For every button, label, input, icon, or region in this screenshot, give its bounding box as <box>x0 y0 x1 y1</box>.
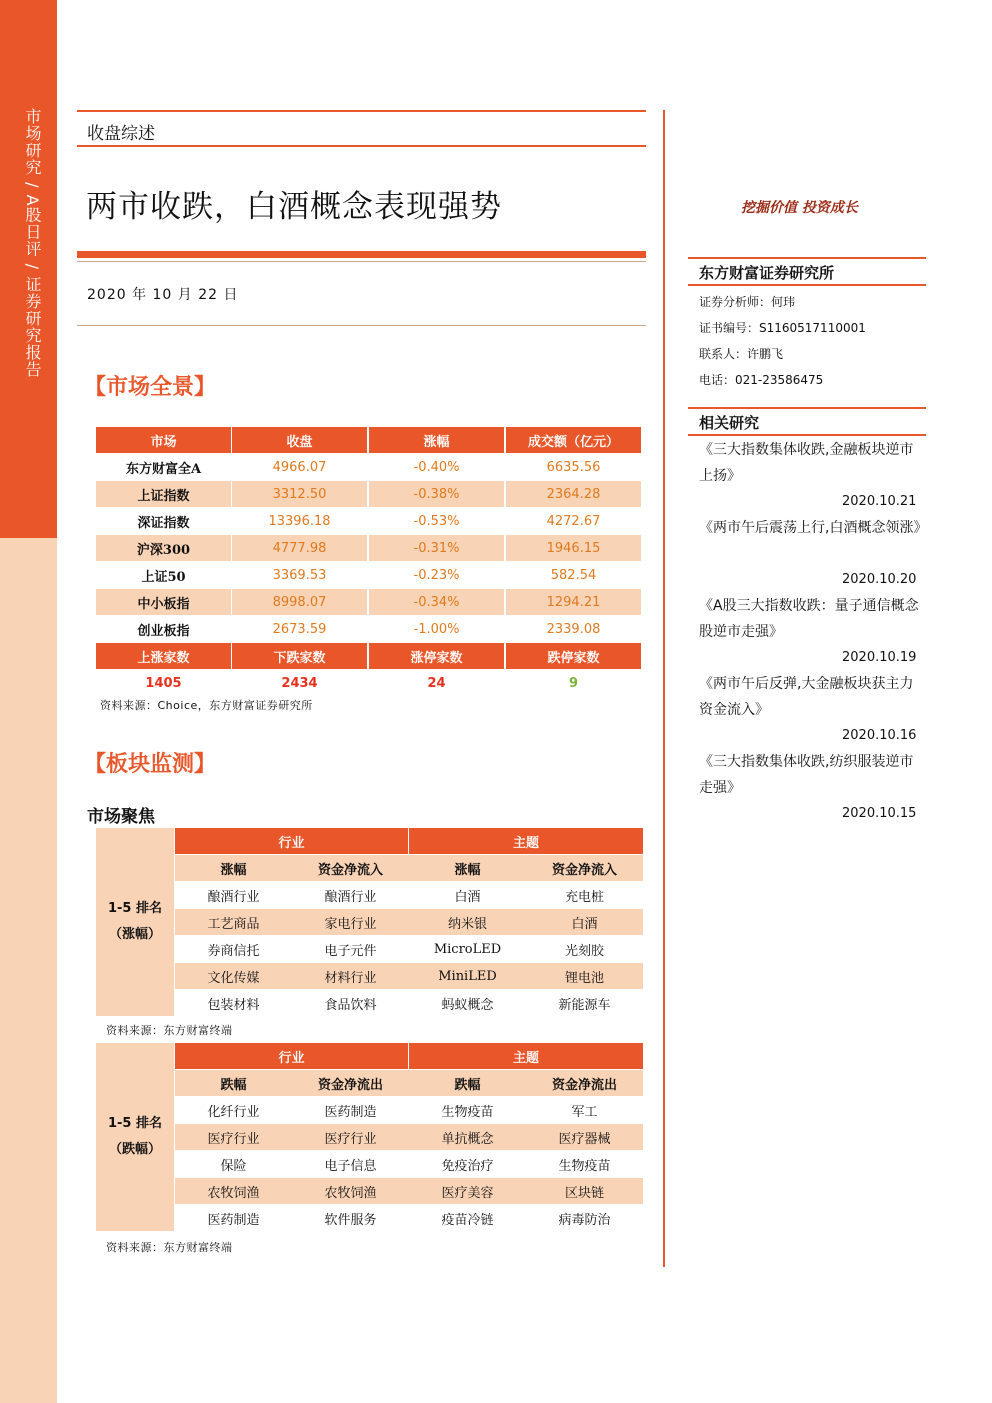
sector-cell: 材料行业 <box>292 963 409 989</box>
market-value: -0.40% <box>413 459 460 475</box>
sector-cell: 军工 <box>571 1104 598 1120</box>
related-date: 2020.10.19 <box>842 650 917 665</box>
sector-cell: 医药制造 <box>324 1104 377 1120</box>
market-value: -0.38% <box>369 481 504 507</box>
rank-sublabel: （涨幅） <box>108 927 161 942</box>
date-rule <box>77 325 646 326</box>
sector-col-header: 资金净流出 <box>526 1070 643 1096</box>
sector-cell: 白酒 <box>526 909 643 935</box>
sector-cell: 医疗器械 <box>526 1124 643 1150</box>
related-date: 2020.10.20 <box>842 572 917 587</box>
sector-col-header: 跌幅 <box>409 1070 526 1096</box>
group-header-theme: 主题 <box>409 1043 643 1069</box>
phone: 电话：021-23586475 <box>699 373 824 387</box>
sector-cell: 生物疫苗 <box>441 1104 494 1120</box>
market-value: 2339.08 <box>546 621 601 637</box>
sector-col-header: 涨幅 <box>409 855 526 881</box>
section-rule <box>77 145 646 147</box>
sector-cell: 家电行业 <box>292 909 409 935</box>
count-value: 9 <box>568 675 579 691</box>
market-value: 1294.21 <box>506 589 641 615</box>
market-col-header: 成交额（亿元） <box>506 427 641 453</box>
rank-label: 1-5 排名 <box>107 901 162 916</box>
market-name: 创业板指 <box>137 623 190 639</box>
section-label: 收盘综述 <box>87 124 155 144</box>
group-header-industry: 行业 <box>175 1043 408 1069</box>
market-value: 1946.15 <box>506 535 641 561</box>
down-source: 资料来源：东方财富终端 <box>106 1241 233 1254</box>
rank-label-box <box>96 1043 174 1231</box>
up-source: 资料来源：东方财富终端 <box>106 1024 233 1037</box>
sector-cell: 病毒防治 <box>558 1212 611 1228</box>
market-name: 上证50 <box>141 569 186 585</box>
market-value: 4272.67 <box>546 513 601 529</box>
sector-col-header: 资金净流入 <box>526 855 643 881</box>
top-rule <box>77 110 646 112</box>
sector-cell: 充电桩 <box>564 889 604 905</box>
sector-cell: 纳米银 <box>409 909 526 935</box>
market-value: 6635.56 <box>546 459 601 475</box>
sector-cell: 单抗概念 <box>409 1124 526 1150</box>
sector-cell: 酿酒行业 <box>207 889 260 905</box>
sector-cell: 农牧饲渔 <box>175 1178 292 1204</box>
sidebar-light-band <box>0 538 57 1403</box>
market-col-header: 涨幅 <box>369 427 504 453</box>
market-value: 582.54 <box>550 567 597 583</box>
sector-cell: 区块链 <box>526 1178 643 1204</box>
institution-rule-top <box>688 257 926 259</box>
market-name: 东方财富全A <box>125 461 202 477</box>
column-divider <box>663 110 665 1267</box>
page-title: 两市收跌，白酒概念表现强势 <box>86 189 502 225</box>
related-link[interactable]: 《三大指数集体收跌,纺织服装逆市走强》 <box>699 754 914 796</box>
sector-col-header: 涨幅 <box>175 855 292 881</box>
related-date: 2020.10.16 <box>842 728 917 743</box>
sector-cell: 医疗行业 <box>175 1124 292 1150</box>
market-value: -1.00% <box>413 621 460 637</box>
sector-cell: 医药制造 <box>207 1212 260 1228</box>
sector-cell: 工艺商品 <box>175 909 292 935</box>
related-link[interactable]: 《A股三大指数收跌：量子通信概念股逆市走强》 <box>699 598 919 640</box>
market-value: 2673.59 <box>272 621 327 637</box>
rank-label: 1-5 排名 <box>107 1116 162 1131</box>
market-value: 8998.07 <box>232 589 367 615</box>
report-date: 2020 年 10 月 22 日 <box>87 287 239 303</box>
count-header: 跌停家数 <box>506 643 641 669</box>
count-header: 涨停家数 <box>369 643 504 669</box>
sector-cell: 生物疫苗 <box>558 1158 611 1174</box>
sector-cell: MiniLED <box>409 963 526 989</box>
market-name: 沪深300 <box>96 535 231 561</box>
related-title: 相关研究 <box>699 414 760 432</box>
market-value: 13396.18 <box>268 513 331 529</box>
cert-number: 证书编号：S1160517110001 <box>699 321 866 335</box>
sector-cell: 白酒 <box>454 889 481 905</box>
market-name: 上证指数 <box>96 481 231 507</box>
market-value: -0.31% <box>369 535 504 561</box>
market-source: 资料来源：Choice，东方财富证券研究所 <box>100 699 313 712</box>
sector-cell: 锂电池 <box>526 963 643 989</box>
sector-cell: 电子元件 <box>324 943 377 959</box>
market-name: 中小板指 <box>96 589 231 615</box>
title-rule-thin <box>77 261 646 262</box>
group-header-theme: 主题 <box>409 828 643 854</box>
market-name: 深证指数 <box>137 515 190 531</box>
analyst: 证券分析师：何玮 <box>699 295 796 309</box>
sector-cell: 新能源车 <box>558 997 611 1013</box>
sector-heading: 【板块监测】 <box>84 751 217 777</box>
sector-col-header: 跌幅 <box>175 1070 292 1096</box>
slogan: 挖掘价值 投资成长 <box>741 200 858 216</box>
sector-cell: 农牧饲渔 <box>292 1178 409 1204</box>
group-header-industry: 行业 <box>175 828 408 854</box>
market-value: -0.23% <box>413 567 460 583</box>
sector-cell: 保险 <box>220 1158 247 1174</box>
related-date: 2020.10.21 <box>842 494 917 509</box>
count-value: 2434 <box>281 675 318 691</box>
sector-cell: 免疫治疗 <box>441 1158 494 1174</box>
count-value: 1405 <box>145 675 182 691</box>
market-value: -0.34% <box>369 589 504 615</box>
sector-cell: 食品饮料 <box>324 997 377 1013</box>
sector-cell: 软件服务 <box>324 1212 377 1228</box>
sector-cell: 医疗美容 <box>409 1178 526 1204</box>
sector-cell: 电子信息 <box>324 1158 377 1174</box>
market-value: 3312.50 <box>232 481 367 507</box>
market-value: -0.53% <box>413 513 460 529</box>
institution-name: 东方财富证券研究所 <box>699 264 835 282</box>
title-rule-thick <box>77 251 646 258</box>
market-value: 4966.07 <box>272 459 327 475</box>
sector-cell: 酿酒行业 <box>324 889 377 905</box>
sector-col-header: 资金净流出 <box>292 1070 409 1096</box>
market-value: 4777.98 <box>232 535 367 561</box>
related-rule-bottom <box>688 434 926 436</box>
rank-label-box <box>96 828 174 1016</box>
related-link[interactable]: 《三大指数集体收跌,金融板块逆市上扬》 <box>699 442 914 484</box>
rank-sublabel: （跌幅） <box>108 1142 161 1157</box>
market-col-header: 收盘 <box>232 427 367 453</box>
sector-cell: 包装材料 <box>207 997 260 1013</box>
contact: 联系人：许鹏飞 <box>699 347 784 361</box>
sector-cell: 化纤行业 <box>207 1104 260 1120</box>
market-value: 2364.28 <box>506 481 641 507</box>
sidebar-vertical-text: 市场研究 / A股日评 / 证券研究报告 <box>23 108 42 379</box>
sector-subheading: 市场聚焦 <box>87 807 155 827</box>
sector-cell: 医疗行业 <box>292 1124 409 1150</box>
related-link[interactable]: 《两市午后反弹,大金融板块获主力资金流入》 <box>699 676 914 718</box>
market-heading: 【市场全景】 <box>84 374 217 400</box>
market-value: 3369.53 <box>272 567 327 583</box>
count-header: 上涨家数 <box>96 643 231 669</box>
related-link[interactable]: 《两市午后震荡上行,白酒概念领涨》 <box>699 520 928 536</box>
sector-col-header: 资金净流入 <box>292 855 409 881</box>
count-header: 下跌家数 <box>232 643 367 669</box>
sector-cell: 疫苗冷链 <box>441 1212 494 1228</box>
related-rule-top <box>688 407 926 409</box>
sector-cell: 蚂蚁概念 <box>441 997 494 1013</box>
sector-cell: 文化传媒 <box>175 963 292 989</box>
sector-cell: 券商信托 <box>207 943 260 959</box>
institution-rule-bottom <box>688 284 926 286</box>
count-value: 24 <box>427 675 446 691</box>
sector-cell: 光刻胶 <box>564 943 604 959</box>
sector-cell: MicroLED <box>433 941 502 957</box>
market-col-header: 市场 <box>96 427 231 453</box>
related-date: 2020.10.15 <box>842 806 917 821</box>
